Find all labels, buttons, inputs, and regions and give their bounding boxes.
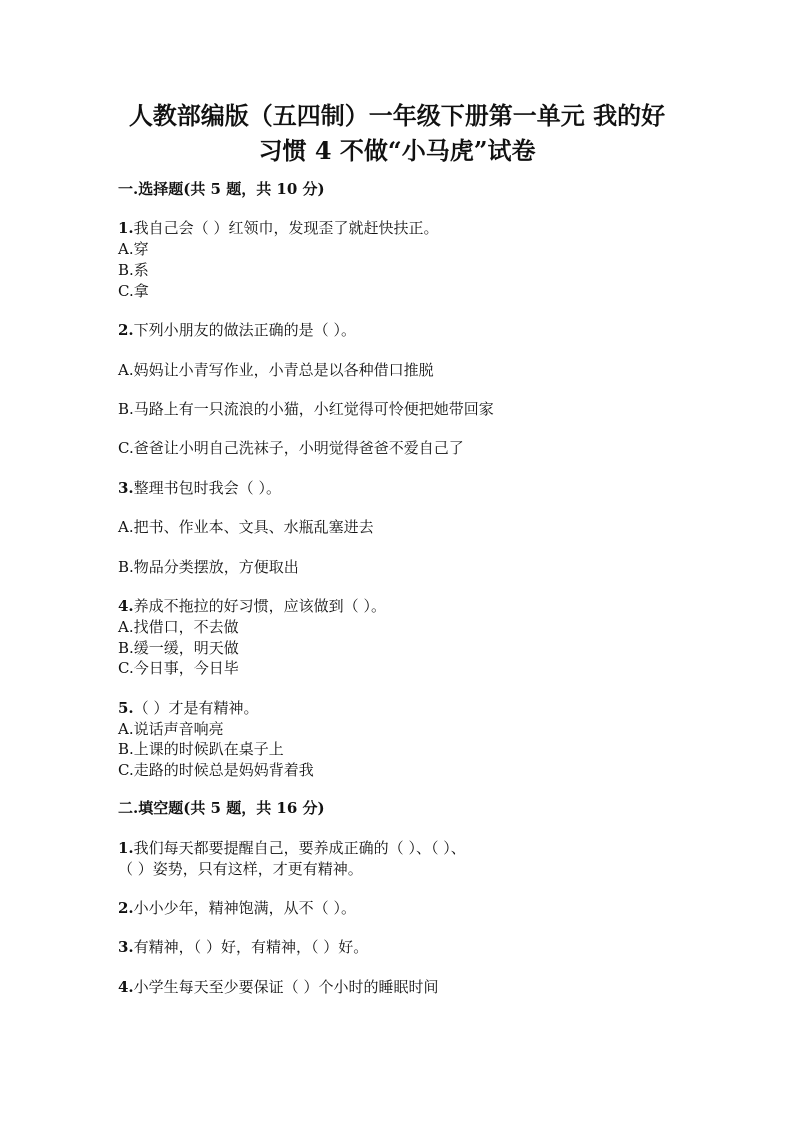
option: C.走路的时候总是妈妈背着我 <box>118 761 314 779</box>
option: C.今日事，今日毕 <box>118 659 239 677</box>
question-number: 2. <box>118 321 134 339</box>
question-3 <box>118 477 281 498</box>
option: A.妈妈让小青写作业，小青总是以各种借口推脱 <box>118 361 434 379</box>
option: B.上课的时候趴在桌子上 <box>118 740 284 758</box>
question-2 <box>118 319 356 340</box>
question-stem: 小学生每天至少要保证（ ）个小时的睡眠时间 <box>133 978 439 996</box>
option: A.穿 <box>118 240 149 258</box>
question-stem: 有精神，（ ）好，有精神，（ ）好。 <box>133 938 369 956</box>
option: A.找借口，不去做 <box>118 618 239 636</box>
question-stem: 我自己会（ ）红领巾，发现歪了就赶快扶正。 <box>133 219 439 237</box>
question-number: 2. <box>118 899 134 917</box>
question-number: 4. <box>118 597 134 615</box>
question-stem: 下列小朋友的做法正确的是（ ）。 <box>133 321 356 339</box>
question-number: 4. <box>118 978 134 996</box>
option: C.拿 <box>118 282 149 300</box>
question-stem: （ ）才是有精神。 <box>133 699 259 717</box>
question-1 <box>118 217 438 238</box>
question-stem: 整理书包时我会（ ）。 <box>133 479 281 497</box>
option: A.说话声音响亮 <box>118 720 224 738</box>
option: A.把书、作业本、文具、水瓶乱塞进去 <box>118 518 374 536</box>
question-5 <box>118 697 258 718</box>
question-stem: 小小少年，精神饱满，从不（ ）。 <box>133 899 356 917</box>
question-number: 3. <box>118 938 134 956</box>
option: B.马路上有一只流浪的小猫，小红觉得可怜便把她带回家 <box>118 400 494 418</box>
question-stem: 我们每天都要提醒自己，要养成正确的（ ）、（ ）、 <box>133 839 466 857</box>
question-number: 3. <box>118 479 134 497</box>
question-number: 1. <box>118 219 134 237</box>
option: C.爸爸让小明自己洗袜子，小明觉得爸爸不爱自己了 <box>118 439 464 457</box>
section-heading-choice: 一.选择题(共 5 题，共 10 分) <box>118 180 325 198</box>
fill-question-1 <box>118 837 466 858</box>
fill-question-1-continued: （ ）姿势，只有这样，才更有精神。 <box>118 860 363 878</box>
option: B.物品分类摆放，方便取出 <box>118 558 299 576</box>
question-number: 5. <box>118 699 134 717</box>
fill-question-4 <box>118 976 438 997</box>
fill-question-3 <box>118 936 368 957</box>
option: B.系 <box>118 261 149 279</box>
question-number: 1. <box>118 839 134 857</box>
page-title: 人教部编版（五四制）一年级下册第一单元 我的好 <box>128 101 666 130</box>
section-heading-fill: 二.填空题(共 5 题，共 16 分) <box>118 799 325 817</box>
question-4 <box>118 595 386 616</box>
question-stem: 养成不拖拉的好习惯，应该做到（ ）。 <box>133 597 386 615</box>
page-title-line2: 习惯 4 不做“小马虎”试卷 <box>258 136 536 165</box>
fill-question-2 <box>118 897 356 918</box>
option: B.缓一缓，明天做 <box>118 639 239 657</box>
